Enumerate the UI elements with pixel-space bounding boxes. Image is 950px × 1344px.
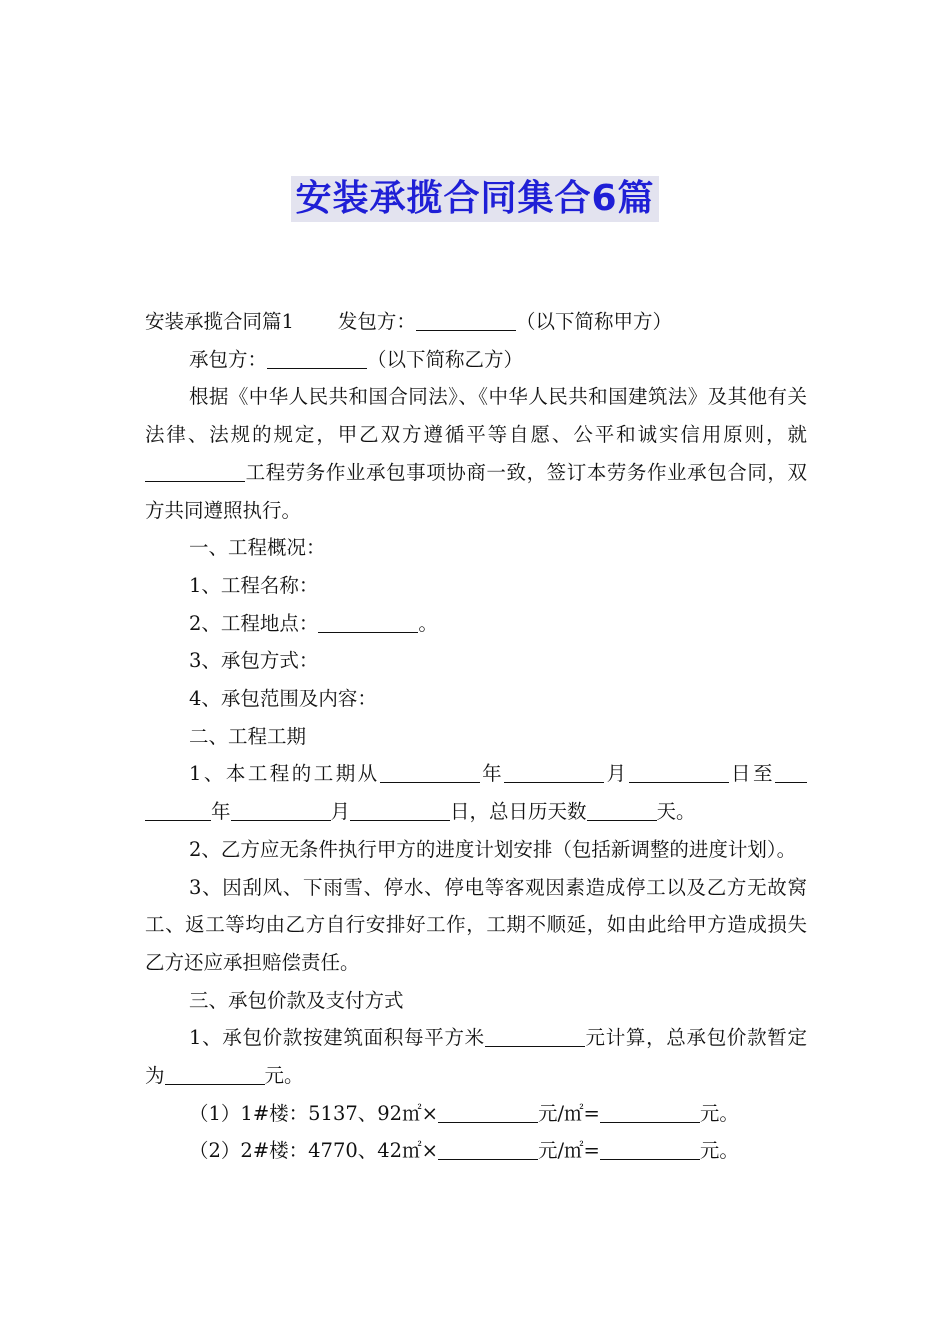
document-body bbox=[145, 303, 807, 1170]
blank-field bbox=[587, 801, 657, 822]
paragraph-period bbox=[145, 755, 807, 830]
party-b-label: 承包方： bbox=[189, 347, 268, 371]
paragraph-schedule: 2、乙方应无条件执行甲方的进度计划安排（包括新调整的进度计划）。 bbox=[189, 837, 797, 861]
text-segment: 月 bbox=[330, 800, 351, 824]
text-segment: 年 bbox=[479, 762, 505, 786]
party-b-note: （以下简称乙方） bbox=[367, 347, 524, 371]
text-segment: 。 bbox=[418, 611, 438, 635]
text-segment: 日，总日历天数 bbox=[450, 800, 587, 824]
text-segment: 元。 bbox=[264, 1064, 304, 1088]
paragraph-basis bbox=[145, 378, 807, 529]
text-segment: （1）1#楼：5137、92㎡× bbox=[189, 1101, 438, 1125]
text-segment: 天。 bbox=[656, 800, 696, 824]
blank-field bbox=[145, 801, 211, 822]
text-segment: 年 bbox=[211, 800, 231, 824]
item-contract-scope: 4、承包范围及内容： bbox=[189, 687, 377, 711]
section-heading-payment: 三、承包价款及支付方式 bbox=[189, 988, 404, 1012]
document-title: 安装承揽合同集合6篇 bbox=[291, 176, 658, 222]
blank-field bbox=[629, 763, 729, 784]
text-segment: 1、承包价款按建筑面积每平方米 bbox=[189, 1026, 485, 1050]
title-container bbox=[0, 176, 950, 222]
party-a-note: （以下简称甲方） bbox=[515, 310, 672, 333]
blank-field bbox=[350, 801, 450, 822]
text-segment: 元/㎡= bbox=[537, 1101, 600, 1125]
blank-field bbox=[438, 1140, 538, 1161]
text-segment: 元计算，总承包价款暂定为 bbox=[145, 1026, 807, 1088]
blank-field bbox=[380, 763, 480, 784]
blank-field bbox=[438, 1102, 538, 1123]
paragraph-price bbox=[145, 1019, 807, 1094]
text-segment: 1、本工程的工期从 bbox=[189, 762, 380, 786]
blank-field bbox=[485, 1027, 585, 1048]
item-building-2 bbox=[145, 1132, 807, 1170]
section-heading-overview: 一、工程概况： bbox=[189, 536, 326, 560]
blank-field bbox=[504, 763, 604, 784]
text-segment: 2、工程地点： bbox=[189, 611, 319, 635]
blank-field bbox=[145, 461, 245, 482]
text-segment: 日至 bbox=[728, 762, 775, 786]
text-segment: （2）2#楼：4770、42㎡× bbox=[189, 1139, 438, 1163]
blank-field bbox=[600, 1140, 700, 1161]
item-building-1 bbox=[145, 1095, 807, 1133]
blank-field bbox=[231, 801, 331, 822]
contract-heading: 安装承揽合同篇1 bbox=[145, 310, 294, 333]
item-contract-method: 3、承包方式： bbox=[189, 649, 319, 673]
item-project-location bbox=[145, 605, 807, 643]
text-segment: 元/㎡= bbox=[537, 1139, 600, 1163]
blank-field bbox=[267, 348, 367, 369]
blank-field bbox=[318, 612, 418, 633]
paragraph-party-a bbox=[145, 303, 807, 341]
section-heading-period: 二、工程工期 bbox=[189, 724, 307, 748]
text-segment: 元。 bbox=[699, 1101, 739, 1125]
text-segment: 根据《中华人民共和国合同法》、《中华人民共和国建筑法》及其他有关法律、法规的规定，甲乙双方遵循平等自愿、公平和诚实信用原则，就 bbox=[145, 385, 807, 447]
item-project-name: 1、工程名称： bbox=[189, 573, 319, 597]
blank-field bbox=[165, 1065, 265, 1086]
blank-field bbox=[775, 763, 807, 784]
paragraph-party-b bbox=[145, 341, 807, 379]
blank-field bbox=[600, 1102, 700, 1123]
text-segment: 工程劳务作业承包事项协商一致，签订本劳务作业承包合同，双方共同遵照执行。 bbox=[145, 460, 807, 522]
text-segment: 元。 bbox=[699, 1139, 739, 1163]
text-segment: 月 bbox=[604, 762, 629, 786]
blank-field bbox=[416, 311, 516, 332]
paragraph-delay: 3、因刮风、下雨雪、停水、停电等客观因素造成停工以及乙方无故窝工、返工等均由乙方自行安排好工作，工期不顺延，如由此给甲方造成损失乙方还应承担赔偿责任。 bbox=[145, 875, 807, 974]
party-a-label: 发包方： bbox=[337, 310, 416, 333]
